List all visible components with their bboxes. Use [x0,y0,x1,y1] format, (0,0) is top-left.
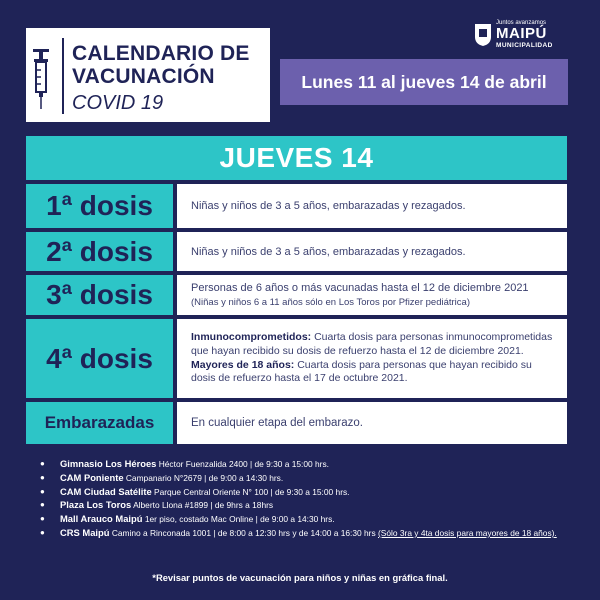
date-range: Lunes 11 al jueves 14 de abril [280,59,568,105]
row-dose-3 [26,275,567,315]
title-line-2: VACUNACIÓN [72,65,215,88]
group-2-text: Cuarta dosis para personas que hayan recibido su dosis de refuerzo hasta el 17 de octubre 2021. [191,358,532,385]
list-item: ● CAM Poniente Campanario N°2679 | de 9:00 a 14:30 hrs. [38,472,562,484]
dose-label: 4ª dosis [26,319,173,398]
dose-label: 3ª dosis [26,275,173,315]
title-divider [62,38,64,114]
sites-list [38,458,562,541]
list-item: ● Mall Arauco Maipú 1er piso, costado Mac Online | de 9:00 a 14:30 hrs. [38,513,562,525]
municipality-logo [474,20,566,52]
list-item: ● Plaza Los Toros Alberto Llona #1899 | de 9hrs a 18hrs [38,499,562,511]
group-1-title: Inmunocomprometidos: [191,331,312,344]
dose-description: Personas de 6 años o más vacunadas hasta el 12 de diciembre 2021 (Niñas y niños 6 a 11 años sólo en Los Toros por Pfizer pediátrica) [177,275,567,315]
title-line-1: CALENDARIO DE [72,42,250,65]
group-1-text: Cuarta dosis para personas inmunocomprometidas que hayan recibido su dosis de refuerzo hasta el 12 de diciembre 2021. [191,331,553,357]
list-item: ● CAM Ciudad Satélite Parque Central Oriente N° 100 | de 9:30 a 15:00 hrs. [38,486,562,498]
row-pregnant [26,402,567,444]
dose-note: (Niñas y niños 6 a 11 años sólo en Los Toros por Pfizer pediátrica) [191,296,470,308]
list-item: ● CRS Maipú Camino a Rinconada 1001 | de 8:00 a 12:30 hrs y de 14:00 a 16:30 hrs (Sólo 3ra y 4ta dosis para mayores de 18 años). [38,527,562,539]
row-dose-1 [26,184,567,228]
day-banner: JUEVES 14 [26,136,567,180]
row-dose-2 [26,232,567,271]
footer-note: *Revisar puntos de vacunación para niños y niñas en gráfica final. [152,572,448,583]
dose-description: En cualquier etapa del embarazo. [177,402,567,444]
site-note: (Sólo 3ra y 4ta dosis para mayores de 18 años). [378,527,557,538]
title-subtitle: COVID 19 [72,92,164,114]
dose-label: Embarazadas [26,402,173,444]
row-dose-4 [26,319,567,398]
logo-tagline: Juntos avanzamos [496,20,547,26]
dose-description [177,319,567,398]
dose-description: Niñas y niños de 3 a 5 años, embarazadas y rezagados. [177,232,567,271]
list-item: ● Gimnasio Los Héroes Héctor Fuenzalida 2400 | de 9:30 a 15:00 hrs. [38,458,562,470]
shield-icon [474,23,492,47]
logo-name: MAIPÚ [496,25,547,42]
syringe-icon [30,48,52,110]
group-2-title: Mayores de 18 años: [191,358,295,371]
dose-label: 2ª dosis [26,232,173,271]
dose-description: Niñas y niños de 3 a 5 años, embarazadas y rezagados. [177,184,567,228]
dose-label: 1ª dosis [26,184,173,228]
logo-subname: MUNICIPALIDAD [496,42,553,49]
